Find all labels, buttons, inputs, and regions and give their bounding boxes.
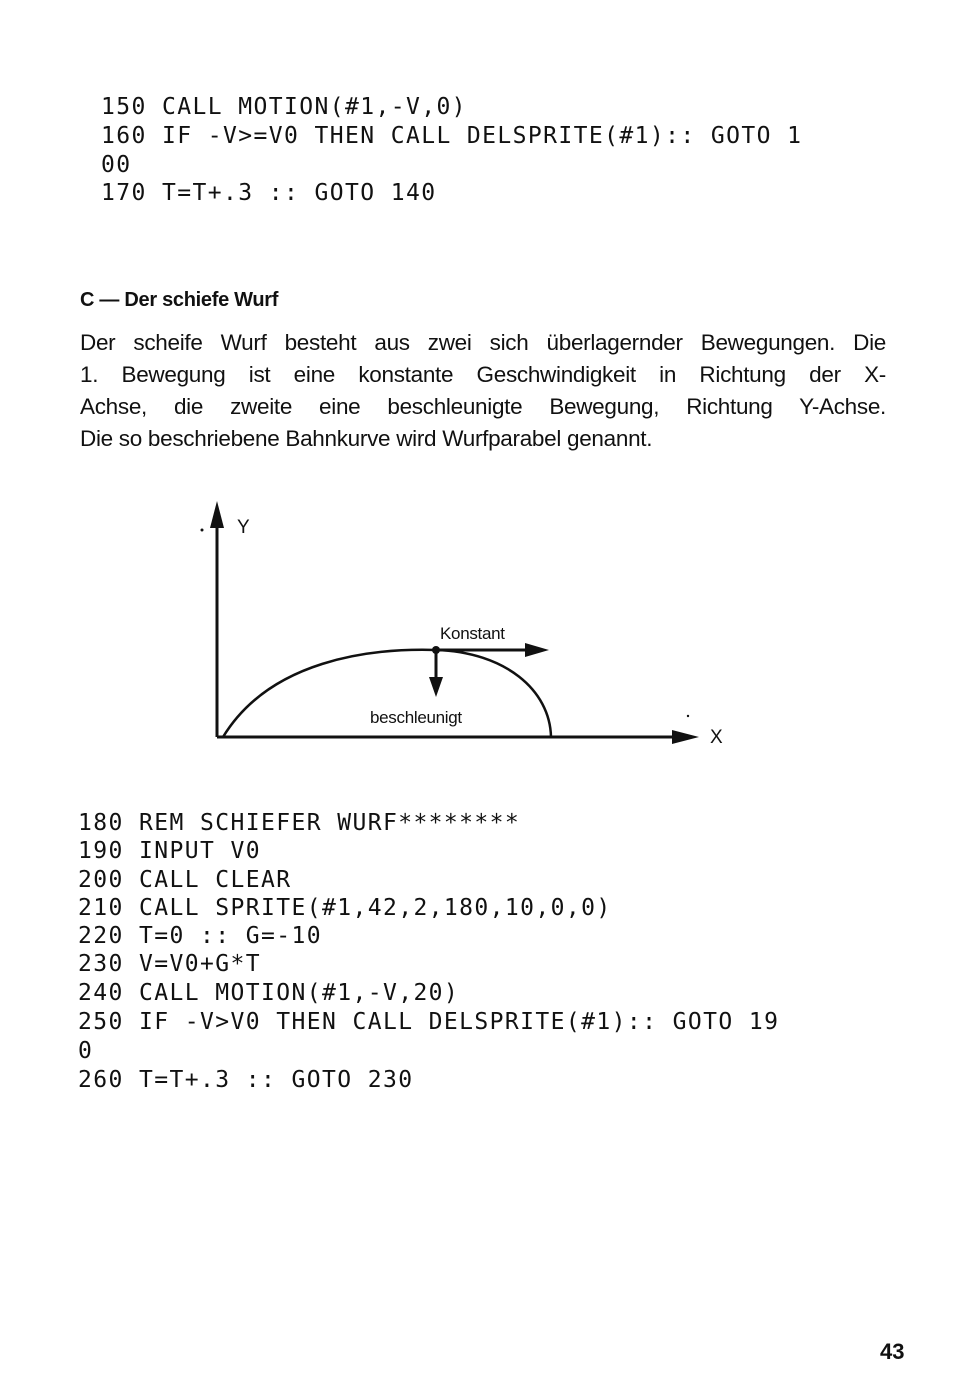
code-line: 220 T=0 :: G=-10: [78, 923, 322, 949]
code-line: 210 CALL SPRITE(#1,42,2,180,10,0,0): [78, 895, 612, 921]
code-line: 190 INPUT V0: [78, 838, 261, 864]
code-line: 260 T=T+.3 :: GOTO 230: [78, 1067, 414, 1093]
code-line: 170 T=T+.3 :: GOTO 140: [101, 180, 437, 206]
diagram-dot: [201, 529, 204, 532]
code-line: 0: [78, 1038, 94, 1064]
accelerated-label: beschleunigt: [370, 708, 462, 727]
x-axis-label: X: [710, 727, 723, 748]
code-line: 240 CALL MOTION(#1,-V,20): [78, 980, 460, 1006]
code-line: 150 CALL MOTION(#1,-V,0): [101, 94, 467, 120]
code-line: 00: [101, 152, 132, 178]
code-line: 200 CALL CLEAR: [78, 867, 292, 893]
constant-label: Konstant: [440, 624, 505, 643]
y-axis-label: Y: [237, 517, 250, 538]
paragraph-line: Achse, die zweite eine beschleunigte Bewegung, Richtung Y-Achse.: [80, 394, 886, 419]
paragraph-line: Die so beschriebene Bahnkurve wird Wurfparabel genannt.: [80, 426, 653, 451]
constant-arrowhead: [525, 643, 549, 657]
section-heading: C — Der schiefe Wurf: [80, 289, 279, 311]
code-line: 230 V=V0+G*T: [78, 951, 261, 977]
y-axis-arrowhead: [210, 501, 224, 528]
paragraph-line: Der scheife Wurf besteht aus zwei sich überlagernder Bewegungen. Die: [80, 330, 886, 355]
code-line: 180 REM SCHIEFER WURF********: [78, 810, 521, 836]
code-line: 250 IF -V>V0 THEN CALL DELSPRITE(#1):: GOTO 19: [78, 1009, 780, 1035]
page-number: 43: [880, 1339, 905, 1364]
acceleration-arrowhead: [429, 677, 443, 697]
code-line: 160 IF -V>=V0 THEN CALL DELSPRITE(#1):: GOTO 1: [101, 123, 803, 149]
diagram-dot: [687, 715, 689, 717]
paragraph-line: 1. Bewegung ist eine konstante Geschwindigkeit in Richtung der X-: [80, 362, 886, 387]
x-axis-arrowhead: [672, 730, 699, 744]
projectile-point: [432, 646, 440, 654]
